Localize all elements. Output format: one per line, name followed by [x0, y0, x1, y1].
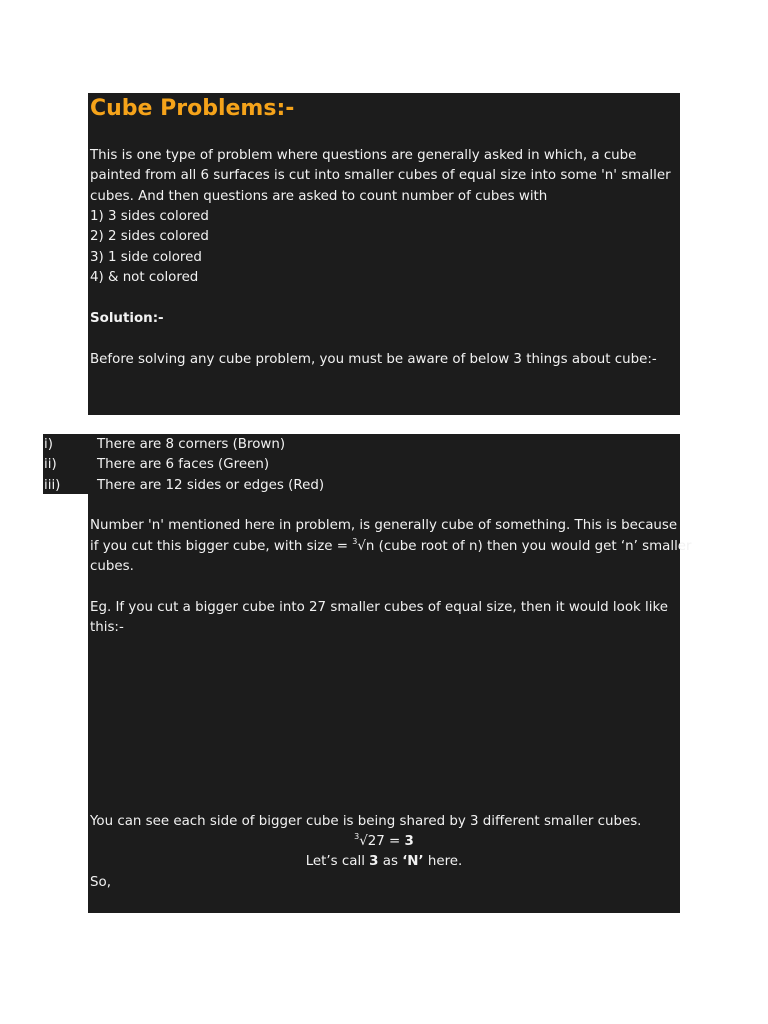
intro-line-1: This is one type of problem where questions are generally asked in which, a cube [90, 148, 637, 163]
list-item-2: 2) 2 sides colored [90, 229, 209, 244]
cube-root-index-2: 3 [354, 832, 360, 841]
cube-root-line [88, 832, 680, 852]
call-line-mid: as [378, 854, 403, 869]
cube-root-result: 3 [404, 834, 414, 849]
explanation-line-2 [90, 537, 692, 557]
fact-text-2: There are 6 faces (Green) [97, 457, 270, 472]
explanation-line-1: Number 'n' mentioned here in problem, is generally cube of something. This is because [90, 518, 678, 533]
solution-heading: Solution:- [90, 311, 164, 326]
explanation-line-2-post: √n (cube root of n) then you would get ‘n’ smaller [357, 539, 692, 554]
explanation-line-3: cubes. [90, 559, 134, 574]
explanation-line-2-pre: if you cut this bigger cube, with size = [90, 539, 353, 554]
solution-intro: Before solving any cube problem, you must be aware of below 3 things about cube:- [90, 352, 657, 367]
call-line-pre: Let’s call [305, 854, 370, 869]
call-line-post: here. [423, 854, 463, 869]
intro-line-3: cubes. And then questions are asked to count number of cubes with [90, 189, 548, 204]
list-item-4: 4) & not colored [90, 270, 199, 285]
call-line-value: 3 [369, 854, 379, 869]
shared-line: You can see each side of bigger cube is being shared by 3 different smaller cubes. [90, 814, 642, 829]
example-line-1: Eg. If you cut a bigger cube into 27 smaller cubes of equal size, then it would look like [90, 600, 669, 615]
fact-text-1: There are 8 corners (Brown) [97, 437, 286, 452]
call-line [88, 852, 680, 872]
fact-numeral-1: i) [44, 437, 53, 452]
intro-line-2: painted from all 6 surfaces is cut into smaller cubes of equal size into some 'n' smaller [90, 168, 671, 183]
fact-text-3: There are 12 sides or edges (Red) [97, 478, 325, 493]
list-item-3: 3) 1 side colored [90, 250, 202, 265]
page-title: Cube Problems:- [90, 96, 295, 121]
cube-root-expr: √27 = [359, 834, 405, 849]
so-line: So, [90, 875, 111, 890]
fact-numeral-2: ii) [44, 457, 57, 472]
example-line-2: this:- [90, 620, 124, 635]
list-item-1: 1) 3 sides colored [90, 209, 209, 224]
cube-root-index: 3 [352, 537, 358, 546]
fact-numeral-3: iii) [44, 478, 61, 493]
call-line-name: ‘N’ [402, 854, 424, 869]
